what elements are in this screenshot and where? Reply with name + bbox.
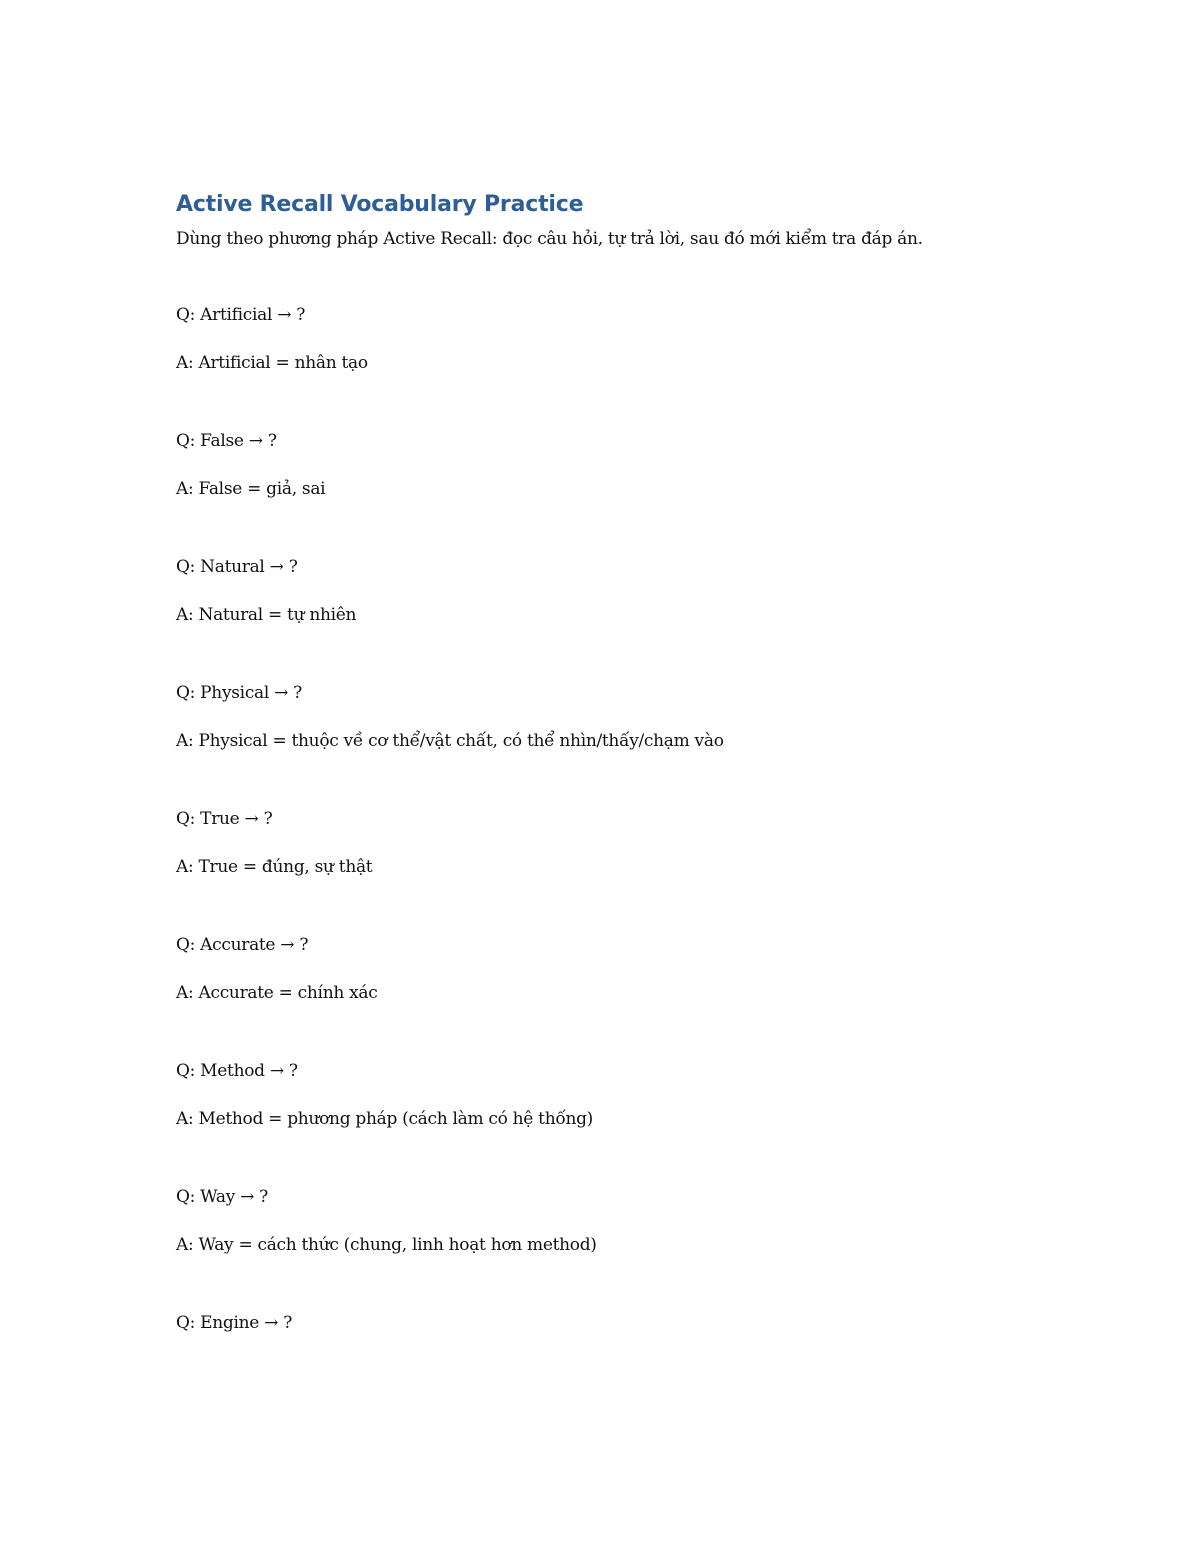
answer: A: Accurate = chính xác: [176, 983, 378, 1003]
answer: A: Natural = tự nhiên: [176, 605, 357, 625]
question: Q: Engine → ?: [176, 1313, 293, 1333]
answer: A: False = giả, sai: [176, 479, 326, 499]
answer: A: Artificial = nhân tạo: [176, 353, 368, 373]
document-subtitle: Dùng theo phương pháp Active Recall: đọc câu hỏi, tự trả lời, sau đó mới kiểm tra đáp án.: [176, 229, 923, 249]
qa-item-natural: [176, 554, 1076, 680]
answer: A: Method = phương pháp (cách làm có hệ thống): [176, 1109, 594, 1129]
question: Q: Artificial → ?: [176, 305, 306, 325]
qa-item-true: [176, 806, 1076, 932]
qa-item-physical: [176, 680, 1076, 806]
question: Q: False → ?: [176, 431, 277, 451]
answer: A: Physical = thuộc về cơ thể/vật chất, có thể nhìn/thấy/chạm vào: [176, 731, 724, 751]
document-content: [176, 190, 1076, 1436]
question: Q: Method → ?: [176, 1061, 298, 1081]
question: Q: Natural → ?: [176, 557, 298, 577]
qa-item-artificial: [176, 302, 1076, 428]
question: Q: Way → ?: [176, 1187, 268, 1207]
question: Q: Physical → ?: [176, 683, 302, 703]
qa-item-accurate: [176, 932, 1076, 1058]
question: Q: Accurate → ?: [176, 935, 309, 955]
qa-item-false: [176, 428, 1076, 554]
question: Q: True → ?: [176, 809, 273, 829]
qa-item-way: [176, 1184, 1076, 1310]
document-title: Active Recall Vocabulary Practice: [176, 192, 584, 217]
qa-item-engine: [176, 1310, 1076, 1436]
qa-item-method: [176, 1058, 1076, 1184]
qa-list: [176, 302, 1076, 1436]
answer: A: Way = cách thức (chung, linh hoạt hơn method): [176, 1235, 597, 1255]
answer: A: True = đúng, sự thật: [176, 857, 373, 877]
